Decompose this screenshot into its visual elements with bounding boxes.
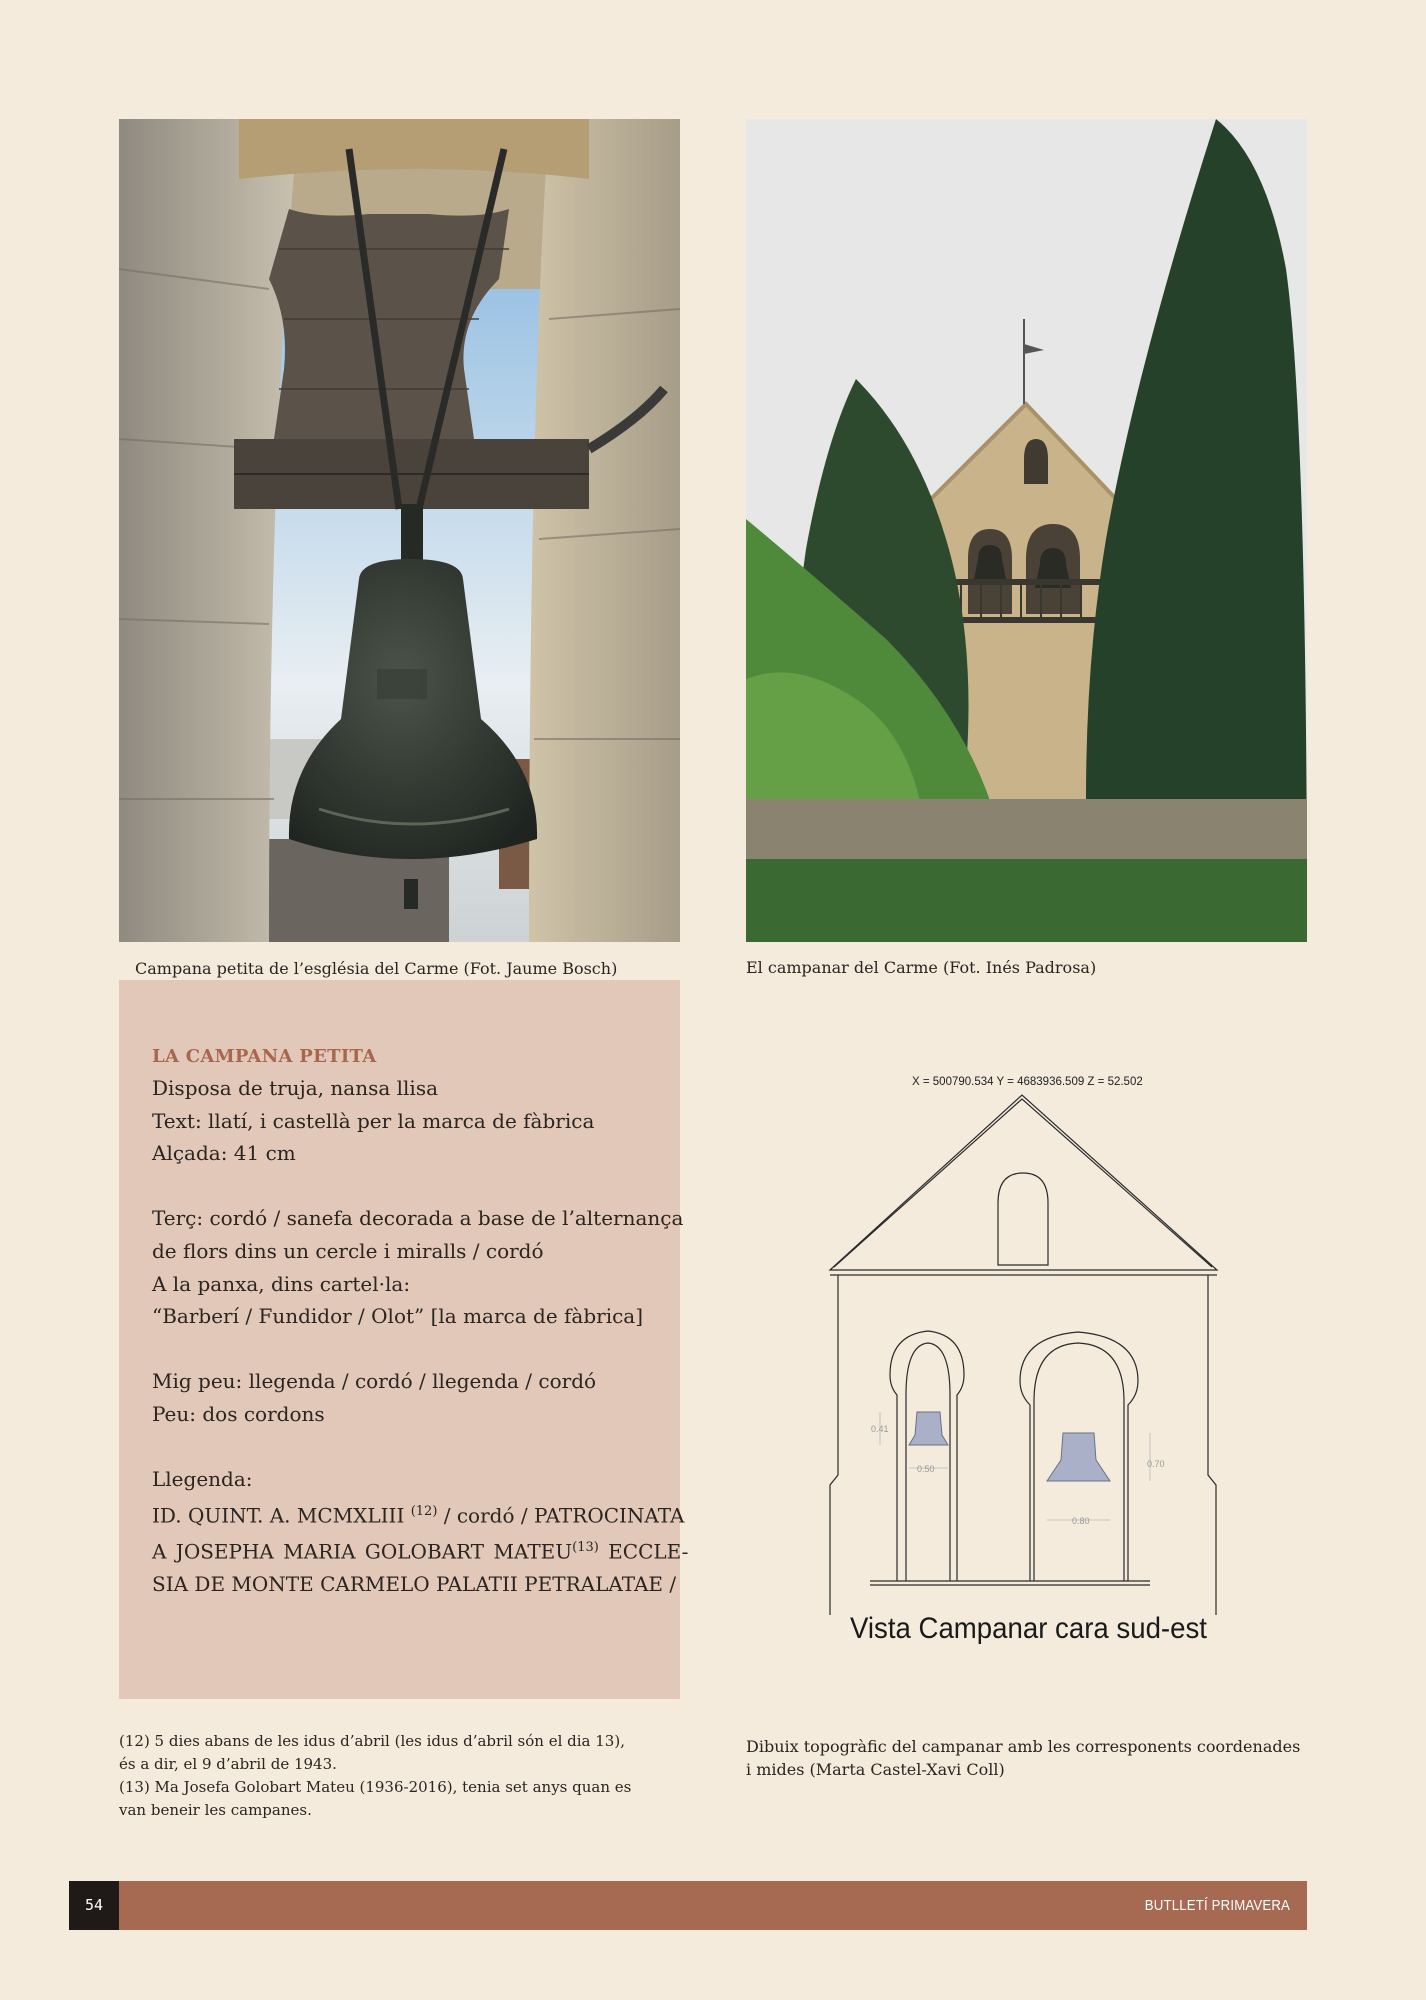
dim-large-height: 0.70 (1147, 1459, 1165, 1469)
footnote-13: (13) Ma Josefa Golobart Mateu (1936-2016), tenia set anys quan es van beneir les campanes. (119, 1778, 632, 1819)
drawing-coordinates: X = 500790.534 Y = 4683936.509 Z = 52.502 (912, 1076, 1143, 1088)
dim-small-width: 0.50 (917, 1464, 935, 1474)
footnote-12: (12) 5 dies abans de les idus d’abril (les idus d’abril són el dia 13), és a dir, el 9 d’abril de 1943. (119, 1732, 625, 1773)
page-number: 54 (69, 1881, 119, 1930)
info-line: Disposa de truja, nansa llisa (152, 1076, 439, 1100)
info-line-legend: A JOSEPHA MARIA GOLOBART MATEU$^{(13)}$ ECCLE- (152, 1539, 689, 1564)
footnotes (119, 1730, 639, 1822)
bell-photo (119, 119, 680, 942)
tower-drawing (820, 1075, 1240, 1655)
drawing-caption: Dibuix topogràfic del campanar amb les corresponents coordenades i mides (Marta Castel-Xavi Coll) (746, 1737, 1301, 1779)
info-line: A la panxa, dins cartel·la: (152, 1271, 411, 1296)
dim-large-width: 0.80 (1072, 1516, 1090, 1526)
footnote-ref-12[interactable]: (12) (410, 1503, 438, 1519)
dim-small-height: 0.41 (871, 1424, 889, 1434)
drawing-title: Vista Campanar cara sud-est (850, 1612, 1207, 1645)
footer-bar (69, 1881, 1307, 1930)
info-line: Text: llatí, i castellà per la marca de fàbrica (152, 1108, 595, 1133)
tower-photo-caption: El campanar del Carme (Fot. Inés Padrosa) (746, 958, 1097, 977)
info-line: Terç: cordó / sanefa decorada a base de l’alternança (152, 1206, 684, 1231)
info-line: Mig peu: llegenda / cordó / llegenda / cordó (152, 1369, 597, 1394)
info-box-title: LA CAMPANA PETITA (152, 1046, 377, 1067)
info-line-legend: SIA DE MONTE CARMELO PALATII PETRALATAE / (152, 1572, 677, 1597)
info-line: “Barberí / Fundidor / Olot” [la marca de fàbrica] (152, 1304, 644, 1329)
publication-label: BUTLLETÍ PRIMAVERA (1144, 1897, 1290, 1914)
footnote-ref-13[interactable]: (13) (572, 1539, 599, 1555)
info-line-legend: ID. QUINT. A. MCMXLIII $^{(12)}$ / cordó / PATROCINATA (152, 1503, 685, 1528)
info-line: Llegenda: (152, 1467, 253, 1492)
info-line: Alçada: 41 cm (152, 1141, 296, 1166)
bell-tower-photo (746, 119, 1307, 942)
bell-photo-caption: Campana petita de l’església del Carme (Fot. Jaume Bosch) (135, 959, 618, 978)
info-line: de flors dins un cercle i miralls / cordó (152, 1238, 544, 1263)
info-line: Peu: dos cordons (152, 1401, 325, 1426)
bell-info-box (119, 980, 689, 1699)
